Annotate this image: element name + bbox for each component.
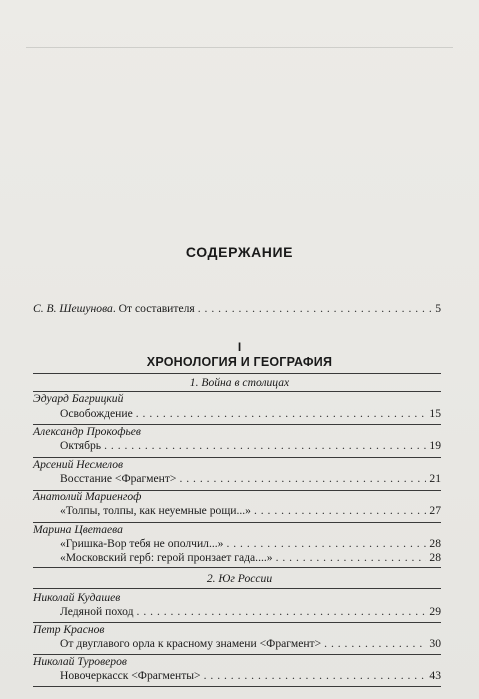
toc-entry xyxy=(60,669,441,682)
leader-dots xyxy=(254,504,426,517)
page-number: 43 xyxy=(429,669,441,682)
author-name: Эдуард Багрицкий xyxy=(33,392,124,405)
toc-entry xyxy=(60,439,441,452)
leader-dots xyxy=(137,605,427,618)
intro-text: . От составителя xyxy=(112,302,195,315)
leader-dots xyxy=(104,439,426,452)
work-title: Освобождение xyxy=(60,407,133,420)
page-number: 5 xyxy=(435,302,441,315)
leader-dots xyxy=(276,551,427,564)
page-number: 28 xyxy=(429,537,441,550)
work-title: «Московский герб: герой пронзает гада....» xyxy=(60,551,273,564)
leader-dots xyxy=(136,407,427,420)
author-name: Николай Туроверов xyxy=(33,655,127,668)
leader-dots xyxy=(324,637,426,650)
toc-entry xyxy=(60,637,441,650)
page-number: 27 xyxy=(429,504,441,517)
part-title: ХРОНОЛОГИЯ И ГЕОГРАФИЯ xyxy=(146,355,333,369)
toc-entry xyxy=(60,472,441,485)
toc-entry xyxy=(60,407,441,420)
toc-intro-entry xyxy=(33,302,441,315)
leader-dots xyxy=(198,302,432,315)
author-name: Арсений Несмелов xyxy=(33,458,124,471)
leader-dots xyxy=(179,472,426,485)
work-title: Ледяной поход xyxy=(60,605,134,618)
author-name: Петр Краснов xyxy=(33,623,105,636)
toc-entry xyxy=(60,551,441,564)
toc-intro-label xyxy=(33,302,195,315)
page-title: СОДЕРЖАНИЕ xyxy=(185,244,294,260)
author-name: Александр Прокофьев xyxy=(33,425,141,438)
page-number: 28 xyxy=(429,551,441,564)
work-title: Новочеркасск <Фрагменты> xyxy=(60,669,201,682)
page-number: 21 xyxy=(429,472,441,485)
author-name: Марина Цветаева xyxy=(33,523,123,536)
toc-entry xyxy=(60,605,441,618)
section-title: 1. Война в столицах xyxy=(189,376,290,389)
page-number: 15 xyxy=(429,407,441,420)
work-title: «Толпы, толпы, как неуемные рощи...» xyxy=(60,504,251,517)
leader-dots xyxy=(204,669,427,682)
section-rule xyxy=(33,373,441,374)
section-title: 2. Юг России xyxy=(206,572,273,585)
intro-author: С. В. Шешунова xyxy=(33,302,113,315)
leader-dots xyxy=(226,537,426,550)
section-rule xyxy=(33,588,441,589)
work-title: Восстание <Фрагмент> xyxy=(60,472,177,485)
author-name: Анатолий Мариенгоф xyxy=(33,490,142,503)
page-number: 19 xyxy=(429,439,441,452)
toc-entry xyxy=(60,504,441,517)
page-number: 29 xyxy=(429,605,441,618)
author-name: Николай Кудашев xyxy=(33,591,121,604)
section-rule xyxy=(33,567,441,568)
page-number: 30 xyxy=(429,637,441,650)
work-title: Октябрь xyxy=(60,439,102,452)
toc-entry xyxy=(60,537,441,550)
work-title: От двуглавого орла к красному знамени <Фрагмент> xyxy=(60,637,322,650)
part-numeral: I xyxy=(237,340,242,354)
entry-rule xyxy=(33,686,441,687)
work-title: «Гришка-Вор тебя не ополчил...» xyxy=(60,537,224,550)
